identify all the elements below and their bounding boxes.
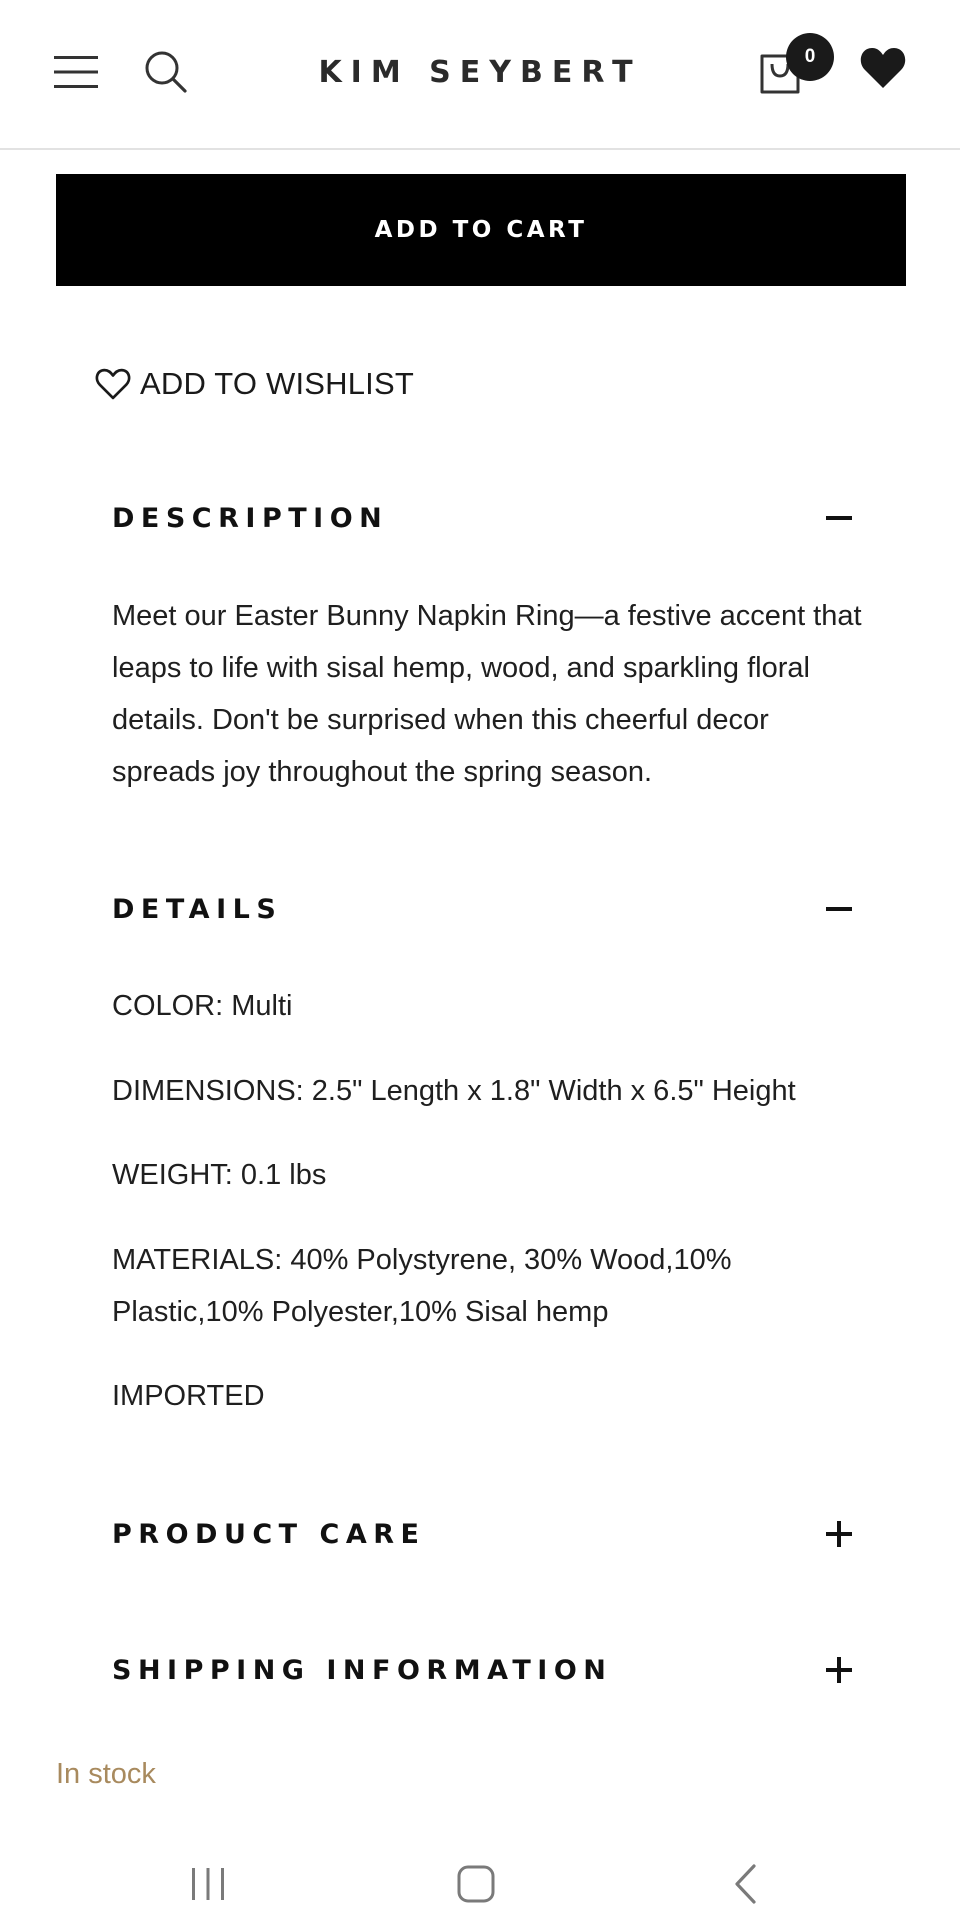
heart-filled-icon bbox=[859, 46, 907, 90]
search-icon bbox=[144, 50, 188, 94]
description-title: DESCRIPTION bbox=[112, 502, 389, 534]
back-button[interactable] bbox=[706, 1854, 786, 1914]
detail-materials: MATERIALS: 40% Polystyrene, 30% Wood,10% Plastic,10% Polyester,10% Sisal hemp bbox=[112, 1244, 732, 1328]
brand-logo[interactable]: KIM SEYBERT bbox=[318, 54, 642, 90]
product-care-title: PRODUCT CARE bbox=[112, 1518, 426, 1550]
expand-plus-icon[interactable] bbox=[826, 1657, 852, 1683]
back-icon bbox=[732, 1863, 760, 1905]
menu-button[interactable] bbox=[52, 48, 100, 96]
details-title: DETAILS bbox=[112, 893, 283, 925]
description-text: Meet our Easter Bunny Napkin Ring—a festive accent that leaps to life with sisal hemp, wood, and sparkling floral details. Don't be surprised when this cheerful decor spreads joy throughout the spring season. bbox=[112, 600, 862, 788]
system-nav-bar bbox=[0, 1836, 960, 1932]
product-care-accordion-header[interactable] bbox=[112, 1509, 852, 1559]
collapse-minus-icon[interactable] bbox=[826, 505, 852, 531]
detail-dimensions: DIMENSIONS: 2.5" Length x 1.8" Width x 6.5" Height bbox=[112, 1075, 796, 1107]
shipping-title: SHIPPING INFORMATION bbox=[112, 1654, 613, 1686]
cart-count-badge: 0 bbox=[786, 33, 834, 81]
detail-color: COLOR: Multi bbox=[112, 990, 293, 1022]
detail-weight: WEIGHT: 0.1 lbs bbox=[112, 1159, 327, 1191]
add-to-wishlist-link[interactable] bbox=[94, 360, 414, 408]
expand-plus-icon[interactable] bbox=[826, 1521, 852, 1547]
recents-icon bbox=[188, 1866, 228, 1902]
stock-status: In stock bbox=[56, 1758, 156, 1790]
recents-button[interactable] bbox=[168, 1854, 248, 1914]
detail-imported: IMPORTED bbox=[112, 1380, 265, 1412]
heart-outline-icon bbox=[94, 366, 132, 402]
description-accordion-header[interactable] bbox=[112, 493, 852, 543]
shipping-accordion-header[interactable] bbox=[112, 1645, 852, 1695]
site-header bbox=[0, 0, 960, 150]
wishlist-header-button[interactable] bbox=[858, 44, 908, 92]
home-button[interactable] bbox=[436, 1854, 516, 1914]
hamburger-icon bbox=[54, 55, 98, 89]
search-button[interactable] bbox=[140, 46, 192, 98]
details-accordion-header[interactable] bbox=[112, 884, 852, 934]
home-icon bbox=[456, 1864, 496, 1904]
add-to-wishlist-label: ADD TO WISHLIST bbox=[140, 366, 415, 401]
add-to-cart-button[interactable]: ADD TO CART bbox=[56, 174, 906, 286]
collapse-minus-icon[interactable] bbox=[826, 896, 852, 922]
